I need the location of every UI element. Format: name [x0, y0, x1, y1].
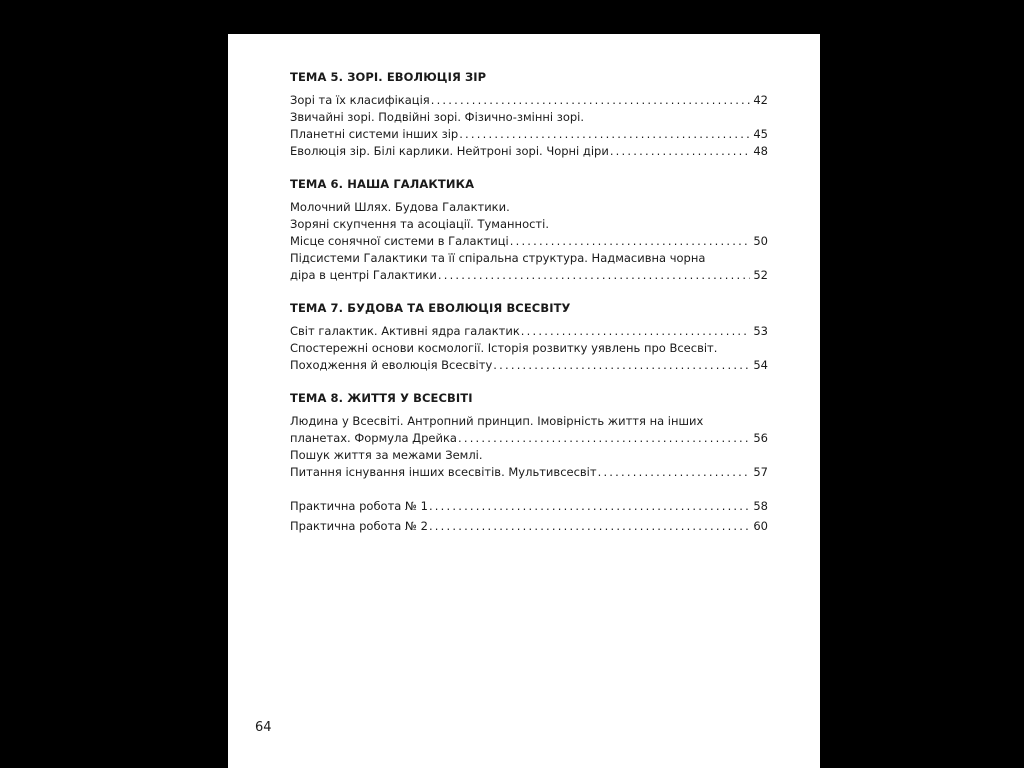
- toc-section-8: [290, 389, 768, 481]
- entry-text: Місце сонячної системи в Галактиці: [290, 234, 509, 248]
- dot-leader: [429, 496, 750, 516]
- page-ref: 48: [753, 144, 768, 158]
- toc-entry: [290, 516, 768, 536]
- toc-entry: [290, 250, 768, 284]
- entry-text: Підсистеми Галактики та її спіральна структура. Надмасивна чорна: [290, 251, 706, 265]
- entry-text: Походження й еволюція Всесвіту: [290, 358, 493, 372]
- dot-leader: [598, 464, 751, 481]
- section-title: ТЕМА 7. БУДОВА ТА ЕВОЛЮЦІЯ ВСЕСВІТУ: [290, 301, 571, 315]
- entry-text: Звичайні зорі. Подвійні зорі. Фізично-змінні зорі.: [290, 110, 585, 124]
- section-title: ТЕМА 5. ЗОРІ. ЕВОЛЮЦІЯ ЗІР: [290, 70, 487, 84]
- entry-text: Зорі та їх класифікація: [290, 93, 430, 107]
- page-ref: 52: [753, 268, 768, 282]
- toc-section-7: [290, 299, 768, 374]
- entry-text: Планетні системи інших зір: [290, 127, 459, 141]
- book-page: [228, 34, 820, 768]
- page-number: 64: [255, 720, 272, 735]
- page-ref: 60: [753, 519, 768, 533]
- toc-entry: [290, 447, 768, 481]
- dot-leader: [431, 92, 751, 109]
- dot-leader: [438, 267, 751, 284]
- dot-leader: [458, 430, 750, 447]
- toc-entry: [290, 199, 768, 250]
- dot-leader: [493, 357, 750, 374]
- dot-leader: [610, 143, 751, 160]
- page-ref: 45: [753, 127, 768, 141]
- dot-leader: [521, 323, 751, 340]
- toc-entry: [290, 109, 768, 143]
- page-ref: 57: [753, 465, 768, 479]
- toc-section-6: [290, 175, 768, 284]
- entry-text: Молочний Шлях. Будова Галактики.: [290, 200, 510, 214]
- toc-entry: [290, 143, 768, 160]
- entry-text: планетах. Формула Дрейка: [290, 431, 457, 445]
- entry-text: Питання існування інших всесвітів. Мультивсесвіт: [290, 465, 597, 479]
- toc-section-5: [290, 68, 768, 160]
- entry-text: Пошук життя за межами Землі.: [290, 448, 483, 462]
- entry-text: діра в центрі Галактики: [290, 268, 437, 282]
- dot-leader: [510, 233, 751, 250]
- toc-entry: [290, 340, 768, 374]
- table-of-contents: [290, 68, 768, 536]
- entry-text: Спостережні основи космології. Історія розвитку уявлень про Всесвіт.: [290, 341, 718, 355]
- page-ref: 50: [753, 234, 768, 248]
- dot-leader: [459, 126, 750, 143]
- page-ref: 58: [753, 499, 768, 513]
- practical-works: [290, 496, 768, 536]
- section-title: ТЕМА 8. ЖИТТЯ У ВСЕСВІТІ: [290, 391, 473, 405]
- page-ref: 53: [753, 324, 768, 338]
- toc-entry: [290, 323, 768, 340]
- entry-text: Людина у Всесвіті. Антропний принцип. Імовірність життя на інших: [290, 414, 704, 428]
- page-ref: 42: [753, 93, 768, 107]
- entry-text: Зоряні скупчення та асоціації. Туманності.: [290, 217, 549, 231]
- toc-entry: [290, 92, 768, 109]
- dot-leader: [429, 516, 750, 536]
- entry-text: Практична робота № 1: [290, 499, 428, 513]
- entry-text: Світ галактик. Активні ядра галактик: [290, 324, 520, 338]
- page-ref: 56: [753, 431, 768, 445]
- entry-text: Еволюція зір. Білі карлики. Нейтроні зорі. Чорні діри: [290, 144, 609, 158]
- section-title: ТЕМА 6. НАША ГАЛАКТИКА: [290, 177, 475, 191]
- toc-entry: [290, 413, 768, 447]
- page-ref: 54: [753, 358, 768, 372]
- entry-text: Практична робота № 2: [290, 519, 428, 533]
- toc-entry: [290, 496, 768, 516]
